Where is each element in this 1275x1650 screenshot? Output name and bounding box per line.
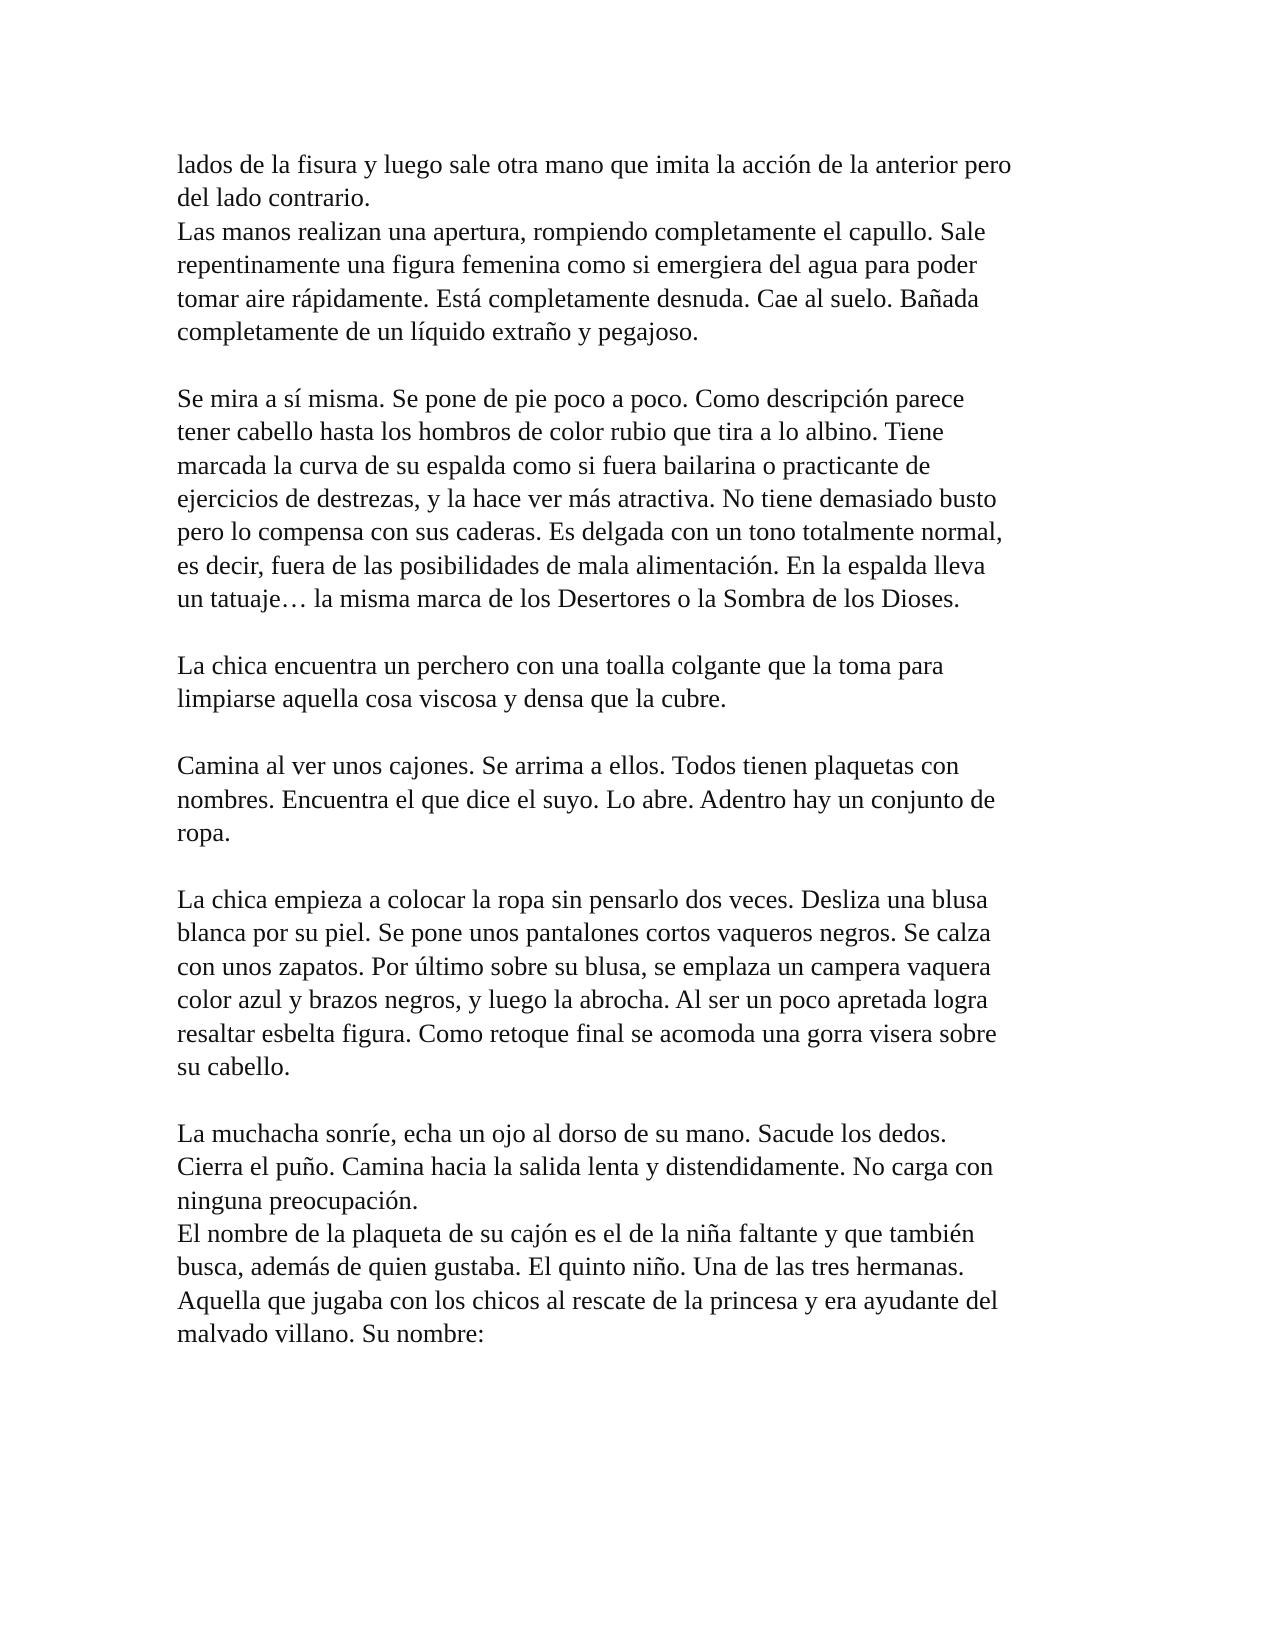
text-line: tener cabello hasta los hombros de color rubio que tira a lo albino. Tiene: [177, 416, 944, 447]
paragraph-fisura: [177, 148, 1107, 215]
text-line: su cabello.: [177, 1050, 291, 1081]
paragraph-spacer: [177, 348, 1107, 381]
text-line: Aquella que jugaba con los chicos al rescate de la princesa y era ayudante del: [177, 1284, 999, 1315]
text-line: del lado contrario.: [177, 182, 371, 213]
text-line: Las manos realizan una apertura, rompiendo completamente el capullo. Sale: [177, 215, 986, 246]
text-line: resaltar esbelta figura. Como retoque final se acomoda una gorra visera sobre: [177, 1017, 997, 1048]
text-line: Cierra el puño. Camina hacia la salida lenta y distendidamente. No carga con: [177, 1151, 994, 1182]
text-line: La chica encuentra un perchero con una toalla colgante que la toma para: [177, 650, 944, 681]
paragraph-ropa: [177, 883, 1107, 1083]
text-line: tomar aire rápidamente. Está completamente desnuda. Cae al suelo. Bañada: [177, 282, 980, 313]
text-line: Camina al ver unos cajones. Se arrima a ellos. Todos tienen plaquetas con: [177, 750, 960, 781]
text-line: color azul y brazos negros, y luego la abrocha. Al ser un poco apretada logra: [177, 984, 988, 1015]
text-line: blanca por su piel. Se pone unos pantalones cortos vaqueros negros. Se calza: [177, 917, 991, 948]
text-line: es decir, fuera de las posibilidades de mala alimentación. En la espalda lleva: [177, 549, 986, 580]
paragraph-apertura: [177, 215, 1107, 349]
text-line: con unos zapatos. Por último sobre su blusa, se emplaza un campera vaquera: [177, 950, 991, 981]
text-line: lados de la fisura y luego sale otra mano que imita la acción de la anterior pero: [177, 149, 1012, 179]
text-line: limpiarse aquella cosa viscosa y densa que la cubre.: [177, 683, 727, 714]
paragraph-descripcion: [177, 382, 1107, 616]
paragraph-spacer: [177, 716, 1107, 749]
text-line: nombres. Encuentra el que dice el suyo. Lo abre. Adentro hay un conjunto de: [177, 783, 996, 814]
text-line: marcada la curva de su espalda como si fuera bailarina o practicante de: [177, 449, 931, 480]
paragraph-cajones: [177, 749, 1107, 849]
paragraph-toalla: [177, 649, 1107, 716]
text-line: ejercicios de destrezas, y la hace ver más atractiva. No tiene demasiado busto: [177, 483, 997, 514]
paragraph-nombre: [177, 1217, 1107, 1351]
text-line: un tatuaje… la misma marca de los Desertores o la Sombra de los Dioses.: [177, 583, 961, 614]
paragraph-spacer: [177, 616, 1107, 649]
paragraph-spacer: [177, 849, 1107, 882]
text-line: La muchacha sonríe, echa un ojo al dorso de su mano. Sacude los dedos.: [177, 1117, 947, 1148]
text-line: busca, además de quien gustaba. El quinto niño. Una de las tres hermanas.: [177, 1251, 965, 1282]
document-body: [177, 148, 1107, 1351]
text-line: malvado villano. Su nombre:: [177, 1318, 485, 1349]
text-line: ropa.: [177, 817, 231, 848]
text-line: Se mira a sí misma. Se pone de pie poco a poco. Como descripción parece: [177, 382, 965, 413]
text-line: pero lo compensa con sus caderas. Es delgada con un tono totalmente normal,: [177, 516, 1003, 547]
text-line: ninguna preocupación.: [177, 1184, 419, 1215]
paragraph-spacer: [177, 1083, 1107, 1116]
text-line: completamente de un líquido extraño y pegajoso.: [177, 316, 699, 347]
text-line: repentinamente una figura femenina como si emergiera del agua para poder: [177, 249, 978, 280]
paragraph-muchacha: [177, 1117, 1107, 1217]
text-line: La chica empieza a colocar la ropa sin pensarlo dos veces. Desliza una blusa: [177, 883, 988, 914]
text-line: El nombre de la plaqueta de su cajón es el de la niña faltante y que también: [177, 1217, 975, 1248]
